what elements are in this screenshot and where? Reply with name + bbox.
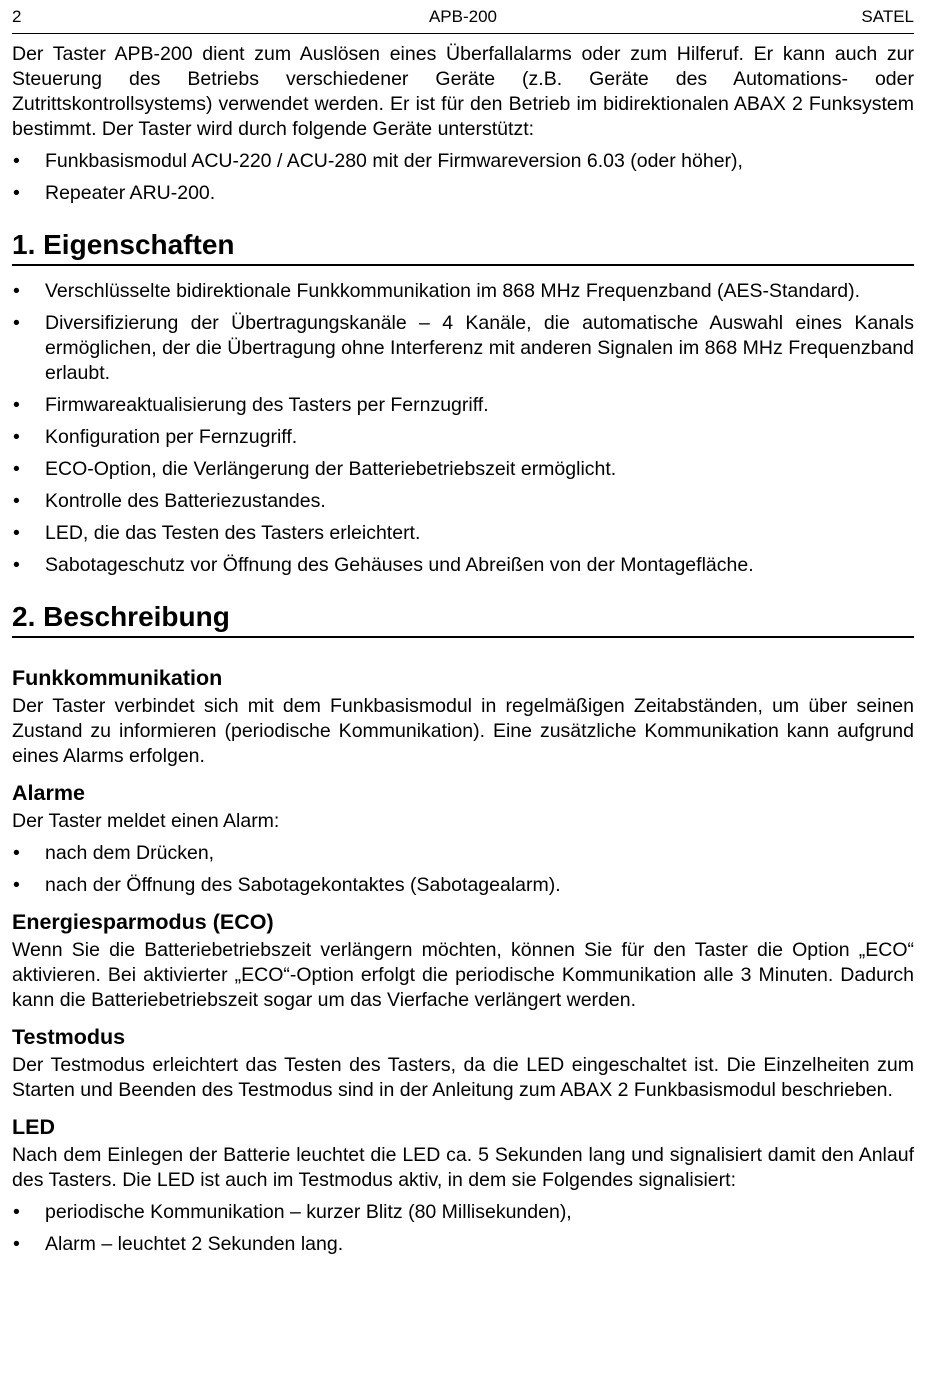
subheading-led: LED bbox=[12, 1115, 55, 1139]
list-item: • Repeater ARU-200. bbox=[12, 181, 914, 206]
list-item: • Verschlüsselte bidirektionale Funkkommunikation im 868 MHz Frequenzband (AES-Standard). bbox=[12, 279, 914, 304]
brand-name: SATEL bbox=[861, 7, 914, 26]
alarme-list bbox=[12, 841, 914, 898]
list-item: • ECO-Option, die Verlängerung der Batteriebetriebszeit ermöglicht. bbox=[12, 457, 914, 482]
section-heading-eigenschaften: 1. Eigenschaften bbox=[12, 228, 914, 266]
alarme-paragraph: Der Taster meldet einen Alarm: bbox=[12, 810, 280, 832]
page-number: 2 bbox=[12, 7, 22, 26]
list-item: • nach dem Drücken, bbox=[12, 841, 914, 866]
page-header bbox=[12, 0, 914, 34]
subheading-testmodus: Testmodus bbox=[12, 1025, 126, 1049]
led-paragraph: Nach dem Einlegen der Batterie leuchtet die LED ca. 5 Sekunden lang und signalisiert damit den Anlauf des Tasters. Die LED ist auch im Testmodus aktiv, in dem sie Folgendes signalisiert: bbox=[12, 1144, 914, 1191]
intro-paragraph: Der Taster APB-200 dient zum Auslösen eines Überfallalarms oder zum Hilferuf. Er kann auch zur Steuerung des Betriebs verschiedener Geräte (z.B. Geräte des Automations- oder Zutrittskontrollsystems) verwendet werden. Er ist für den Betrieb im bidirektionalen ABAX 2 Funksystem bestimmt. Der Taster wird durch folgende Geräte unterstützt: bbox=[12, 43, 914, 140]
subheading-alarme: Alarme bbox=[12, 781, 85, 805]
led-list bbox=[12, 1200, 914, 1257]
supported-devices-list bbox=[12, 149, 914, 206]
list-item: • Firmwareaktualisierung des Tasters per Fernzugriff. bbox=[12, 393, 914, 418]
list-item: • Kontrolle des Batteriezustandes. bbox=[12, 489, 914, 514]
funk-paragraph: Der Taster verbindet sich mit dem Funkbasismodul in regelmäßigen Zeitabständen, um über seinen Zustand zu informieren (periodische Kommunikation). Eine zusätzliche Kommunikation kann aufgrund eines Alarms erfolgen. bbox=[12, 695, 914, 767]
list-item: • Konfiguration per Fernzugriff. bbox=[12, 425, 914, 450]
list-item: • nach der Öffnung des Sabotagekontaktes (Sabotagealarm). bbox=[12, 873, 914, 898]
list-item: • LED, die das Testen des Tasters erleichtert. bbox=[12, 521, 914, 546]
list-item: • Alarm – leuchtet 2 Sekunden lang. bbox=[12, 1232, 914, 1257]
eco-paragraph: Wenn Sie die Batteriebetriebszeit verlängern möchten, können Sie für den Taster die Option „ECO“ aktivieren. Bei aktivierter „ECO“-Option erfolgt die periodische Kommunikation alle 3 Minuten. Dadurch kann die Batteriebetriebszeit sogar um das Vierfache verlängert werden. bbox=[12, 939, 914, 1011]
list-item: • Funkbasismodul ACU-220 / ACU-280 mit der Firmwareversion 6.03 (oder höher), bbox=[12, 149, 914, 174]
list-item: • periodische Kommunikation – kurzer Blitz (80 Millisekunden), bbox=[12, 1200, 914, 1225]
section-heading-beschreibung: 2. Beschreibung bbox=[12, 600, 914, 638]
document-page bbox=[12, 0, 914, 1257]
features-list bbox=[12, 279, 914, 578]
list-item: • Diversifizierung der Übertragungskanäle – 4 Kanäle, die automatische Auswahl eines Kanals ermöglichen, der die Übertragung ohne Interferenz mit anderen Signalen im 868 MHz Frequenzband erlaubt. bbox=[12, 311, 914, 386]
list-item: • Sabotageschutz vor Öffnung des Gehäuses und Abreißen von der Montagefläche. bbox=[12, 553, 914, 578]
document-title: APB-200 bbox=[428, 7, 498, 26]
subheading-eco: Energiesparmodus (ECO) bbox=[12, 910, 274, 934]
testmodus-paragraph: Der Testmodus erleichtert das Testen des Tasters, da die LED eingeschaltet ist. Die Einzelheiten zum Starten und Beenden des Testmodus sind in der Anleitung zum ABAX 2 Funkbasismodul beschrieben. bbox=[12, 1054, 914, 1101]
subheading-funkkommunikation: Funkkommunikation bbox=[12, 666, 223, 690]
